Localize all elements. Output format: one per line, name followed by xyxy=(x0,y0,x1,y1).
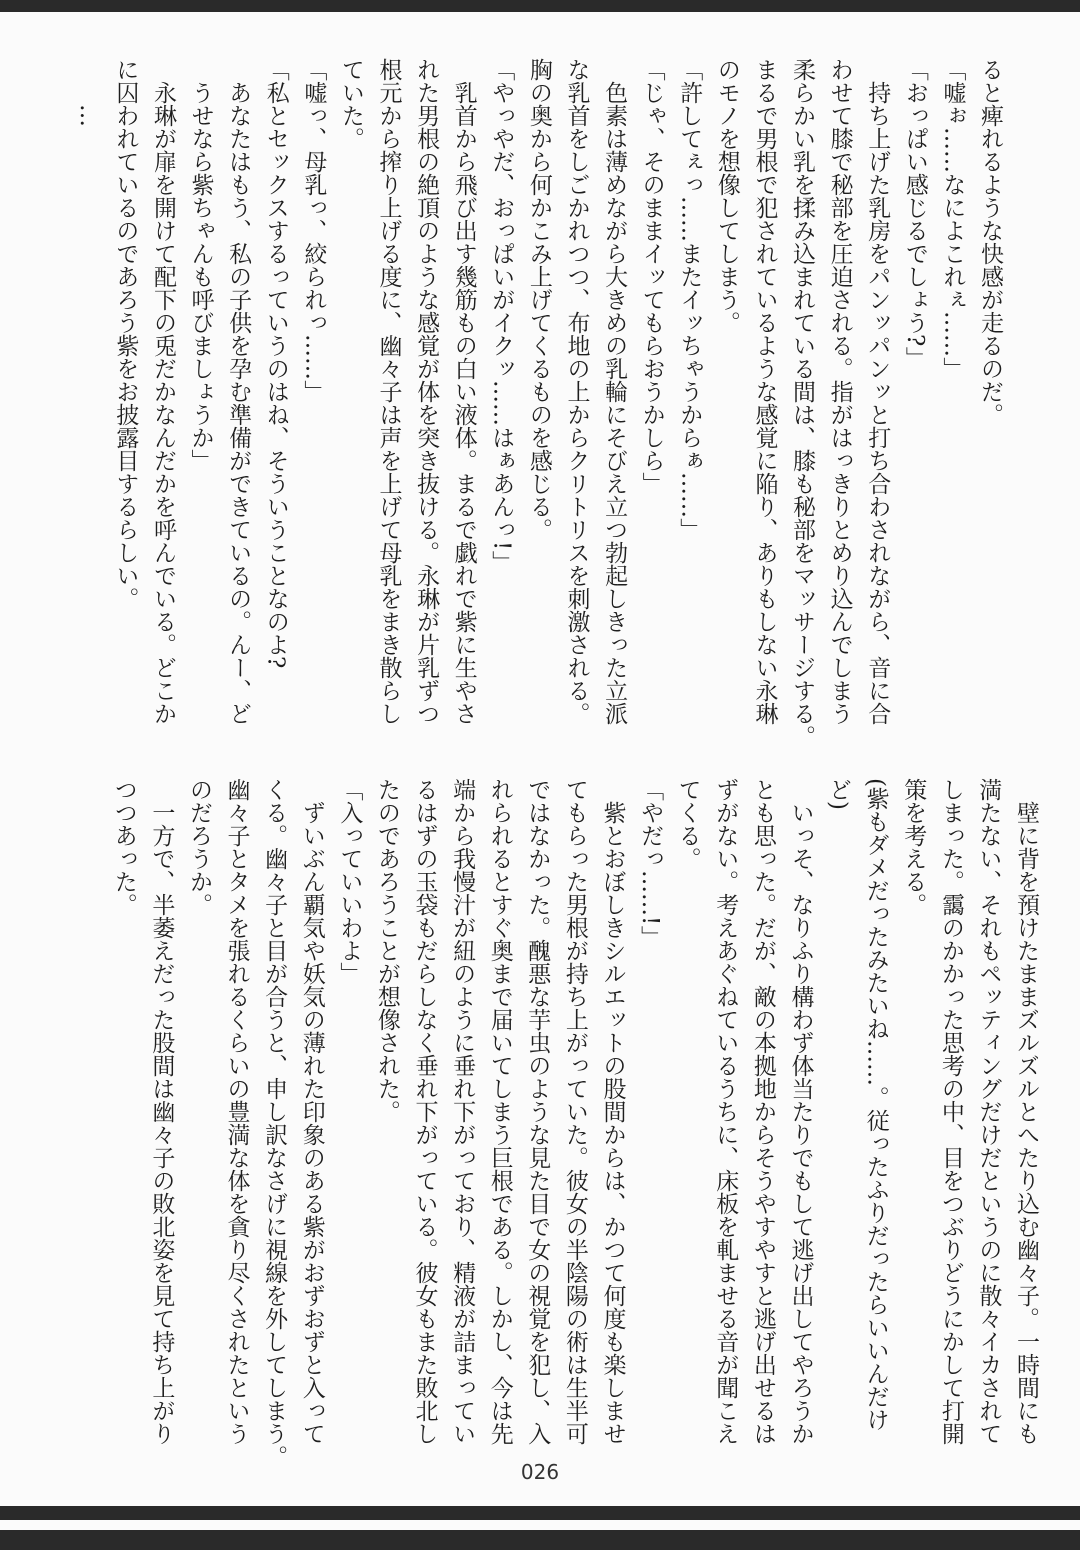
text-line: ずがない。考えあぐねているうちに、床板を軋ませる音が聞こえ xyxy=(712,778,739,1445)
text-line: 幽々子とタメを張れるくらいの豊満な体を貪り尽くされたという xyxy=(223,778,250,1445)
text-line: あなたはもう、私の子供を孕む準備ができているの。んー、ど xyxy=(225,58,252,725)
text-line: れられるとすぐ奥まで届いてしまう巨根である。しかし、今は先 xyxy=(486,778,513,1445)
bottom-border-bar-outer xyxy=(0,1530,1080,1550)
text-line: 柔らかい乳を揉み込まれている間は、膝も秘部をマッサージする。 xyxy=(789,58,816,748)
text-line: 「やっやだ、おっぱいがイクッ……はぁあんっ!」 xyxy=(488,58,515,574)
text-line: 根元から搾り上げる度に、幽々子は声を上げて母乳をまき散らし xyxy=(375,58,402,725)
text-line: 「嘘っ、母乳っ、絞られっ……」 xyxy=(300,58,327,403)
text-line: わせて膝で秘部を圧迫される。指がはっきりとめり込んでしまう xyxy=(826,58,853,725)
text-line: てもらった男根が持ち上がっていた。彼女の半陰陽の術は生半可 xyxy=(561,778,588,1445)
text-line: 持ち上げた乳房をパンッパンッと打ち合わされながら、音に合 xyxy=(864,58,891,725)
text-line: まるで男根で犯されているような感覚に陥り、ありもしない永琳 xyxy=(751,58,778,725)
text-line: 乳首から飛び出す幾筋もの白い液体。まるで戯れで紫に生やさ xyxy=(450,58,477,725)
text-line: 満たない、それもペッティングだけだというのに散々イカされて xyxy=(975,778,1002,1445)
text-line: 「やだっ……!」 xyxy=(637,778,664,949)
text-line: な乳首をしごかれつつ、布地の上からクリトリスを刺激される。 xyxy=(563,58,590,725)
text-line: 「私とセックスするっていうのはね、そういうことなのよ? xyxy=(262,58,289,669)
text-line: 永琳が扉を開けて配下の兎だかなんだかを呼んでいる。どこか xyxy=(149,58,176,725)
text-line: ではなかった。醜悪な芋虫のような見た目で女の視覚を犯し、入 xyxy=(524,778,551,1445)
text-line: … xyxy=(74,58,101,127)
text-line: るはずの玉袋もだらしなく垂れ下がっている。彼女もまた敗北し xyxy=(411,778,438,1445)
bottom-border-bar xyxy=(0,1506,1080,1520)
text-line: 「嘘ぉ……なによこれぇ……」 xyxy=(939,58,966,380)
text-line: たのであろうことが想像された。 xyxy=(373,778,400,1123)
text-line: のだろうか。 xyxy=(185,778,212,916)
text-line: れた男根の絶頂のような感覚が体を突き抜ける。永琳が片乳ずつ xyxy=(413,58,440,725)
text-line: くる。幽々子と目が合うと、申し訳なさげに視線を外してしまう。 xyxy=(261,778,288,1468)
page-number: 026 xyxy=(520,1460,560,1484)
text-line: てくる。 xyxy=(674,778,701,870)
text-line: いっそ、なりふり構わず体当たりでもして逃げ出してやろうか xyxy=(787,778,814,1445)
text-line: とも思った。だが、敵の本拠地からそうやすやすと逃げ出せるは xyxy=(749,778,776,1445)
text-line: (紫もダメだったみたいね……。従ったふりだったらいいんだけ xyxy=(862,778,889,1431)
text-line: しまった。靄のかかった思考の中、目をつぶりどうにかして打開 xyxy=(937,778,964,1445)
text-line: 「許してぇっ……またイッちゃうからぁ……」 xyxy=(676,58,703,541)
text-line: 「おっぱい感じるでしょう?」 xyxy=(901,58,928,370)
text-line: 一方で、半萎えだった股間は幽々子の敗北姿を見て持ち上がり xyxy=(148,778,175,1445)
text-line: 胸の奥から何かこみ上げてくるものを感じる。 xyxy=(525,58,552,541)
top-border-bar xyxy=(0,0,1080,12)
text-line: 色素は薄めながら大きめの乳輪にそびえ立つ勃起しきった立派 xyxy=(601,58,628,725)
text-line: 壁に背を預けたままズルズルとへたり込む幽々子。一時間にも xyxy=(1013,778,1039,1445)
text-line: に囚われているのであろう紫をお披露目するらしい。 xyxy=(112,58,139,610)
text-line: 「じゃ、そのままイッてもらおうかしら」 xyxy=(638,58,665,495)
text-block-upper xyxy=(68,58,1008,748)
text-line: ると痺れるような快感が走るのだ。 xyxy=(977,58,1003,426)
text-line: ずいぶん覇気や妖気の薄れた印象のある紫がおずおずと入って xyxy=(298,778,325,1445)
text-line: 紫とおぼしきシルエットの股間からは、かつて何度も楽しませ xyxy=(599,778,626,1445)
text-line: 策を考える。 xyxy=(900,778,927,916)
text-line: 「入っていいわよ」 xyxy=(336,778,363,985)
text-line: のモノを想像してしまう。 xyxy=(713,58,740,334)
text-line: つつあった。 xyxy=(110,778,137,916)
text-line: ていた。 xyxy=(337,58,364,150)
text-line: ど) xyxy=(825,778,852,810)
text-line: 端から我慢汁が紐のように垂れ下がっており、精液が詰まってい xyxy=(449,778,476,1445)
text-block-lower xyxy=(104,778,1044,1468)
text-line: うせなら紫ちゃんも呼びましょうか」 xyxy=(187,58,214,472)
